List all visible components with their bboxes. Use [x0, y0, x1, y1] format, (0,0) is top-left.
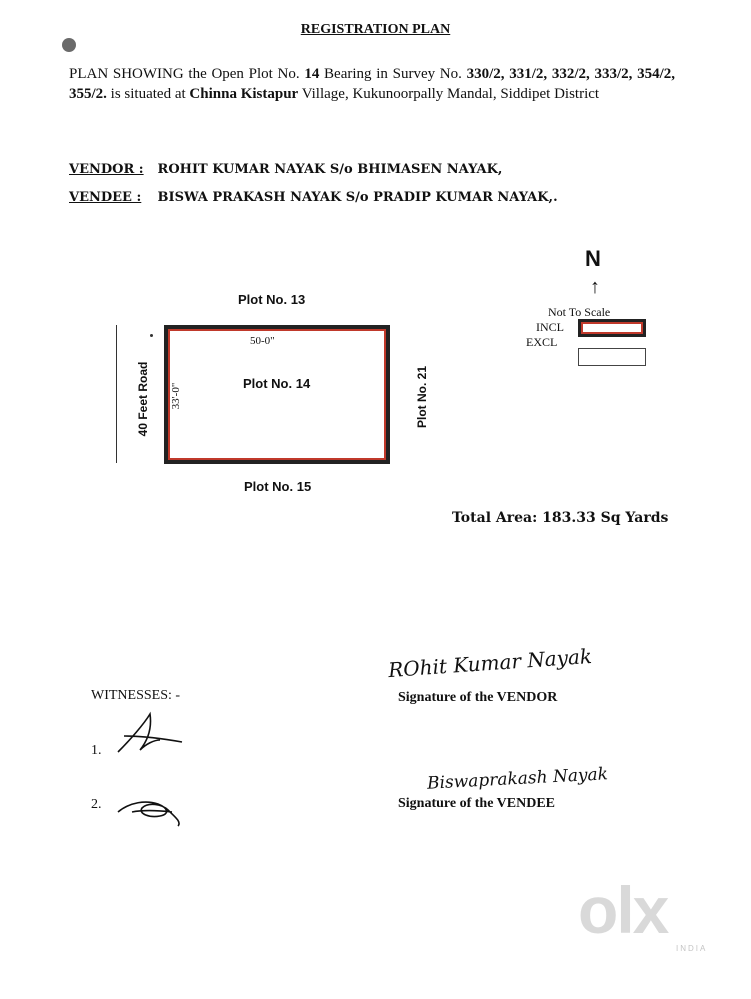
vendor-line [69, 162, 502, 177]
corner-dot [150, 334, 153, 337]
road-label: 40 Feet Road [136, 361, 150, 437]
road-line [116, 325, 117, 463]
witness-1-number: 1. [91, 743, 102, 758]
vendee-name: BISWA PRAKASH NAYAK S/o PRADIP KUMAR NAYAK,. [157, 190, 558, 205]
vendee-line [69, 190, 558, 205]
punch-hole [62, 38, 76, 52]
witnesses-label: WITNESSES: - [91, 688, 181, 703]
page-title: REGISTRATION PLAN [300, 22, 451, 37]
vendor-signature: ROhit Kumar Nayak [387, 643, 593, 683]
plot-label: Plot No. 14 [243, 376, 311, 391]
vendor-label: VENDOR : [69, 162, 144, 177]
plot-boundary [164, 325, 390, 464]
vendor-name: ROHIT KUMAR NAYAK S/o BHIMASEN NAYAK, [157, 162, 503, 177]
bottom-neighbor-label: Plot No. 15 [244, 479, 312, 494]
legend-excl-swatch [578, 348, 646, 366]
not-to-scale-note: Not To Scale [548, 305, 611, 319]
height-dimension: 33'-0" [170, 382, 182, 410]
legend-excl-label: EXCL [526, 335, 558, 349]
vendee-signature: Biswaprakash Nayak [426, 764, 609, 794]
vendee-signature-label: Signature of the VENDEE [398, 796, 556, 811]
top-neighbor-label: Plot No. 13 [238, 292, 306, 307]
legend-incl-label: INCL [536, 320, 564, 334]
plan-description: PLAN SHOWING the Open Plot No. 14 Bearing in Survey No. 330/2, 331/2, 332/2, 333/2, 354/2, 355/2. is situated at Chinna Kistapur Village, Kukunoorpally Mandal, Siddipet District [69, 66, 676, 102]
right-neighbor-label: Plot No. 21 [415, 366, 429, 429]
olx-watermark-subtext: INDIA [676, 944, 708, 953]
vendor-signature-label: Signature of the VENDOR [398, 690, 558, 705]
legend-incl-swatch [578, 319, 646, 337]
width-dimension: 50-0" [250, 335, 275, 347]
witness-1-signature [110, 710, 190, 760]
total-area: Total Area: 183.33 Sq Yards [452, 510, 669, 526]
vendee-label: VENDEE : [69, 190, 142, 205]
north-arrow-icon: ↑ [590, 276, 600, 298]
witness-2-number: 2. [91, 797, 102, 812]
north-label: N [585, 246, 601, 271]
olx-watermark-logo: olx [578, 873, 668, 947]
witness-2-signature [112, 792, 192, 832]
